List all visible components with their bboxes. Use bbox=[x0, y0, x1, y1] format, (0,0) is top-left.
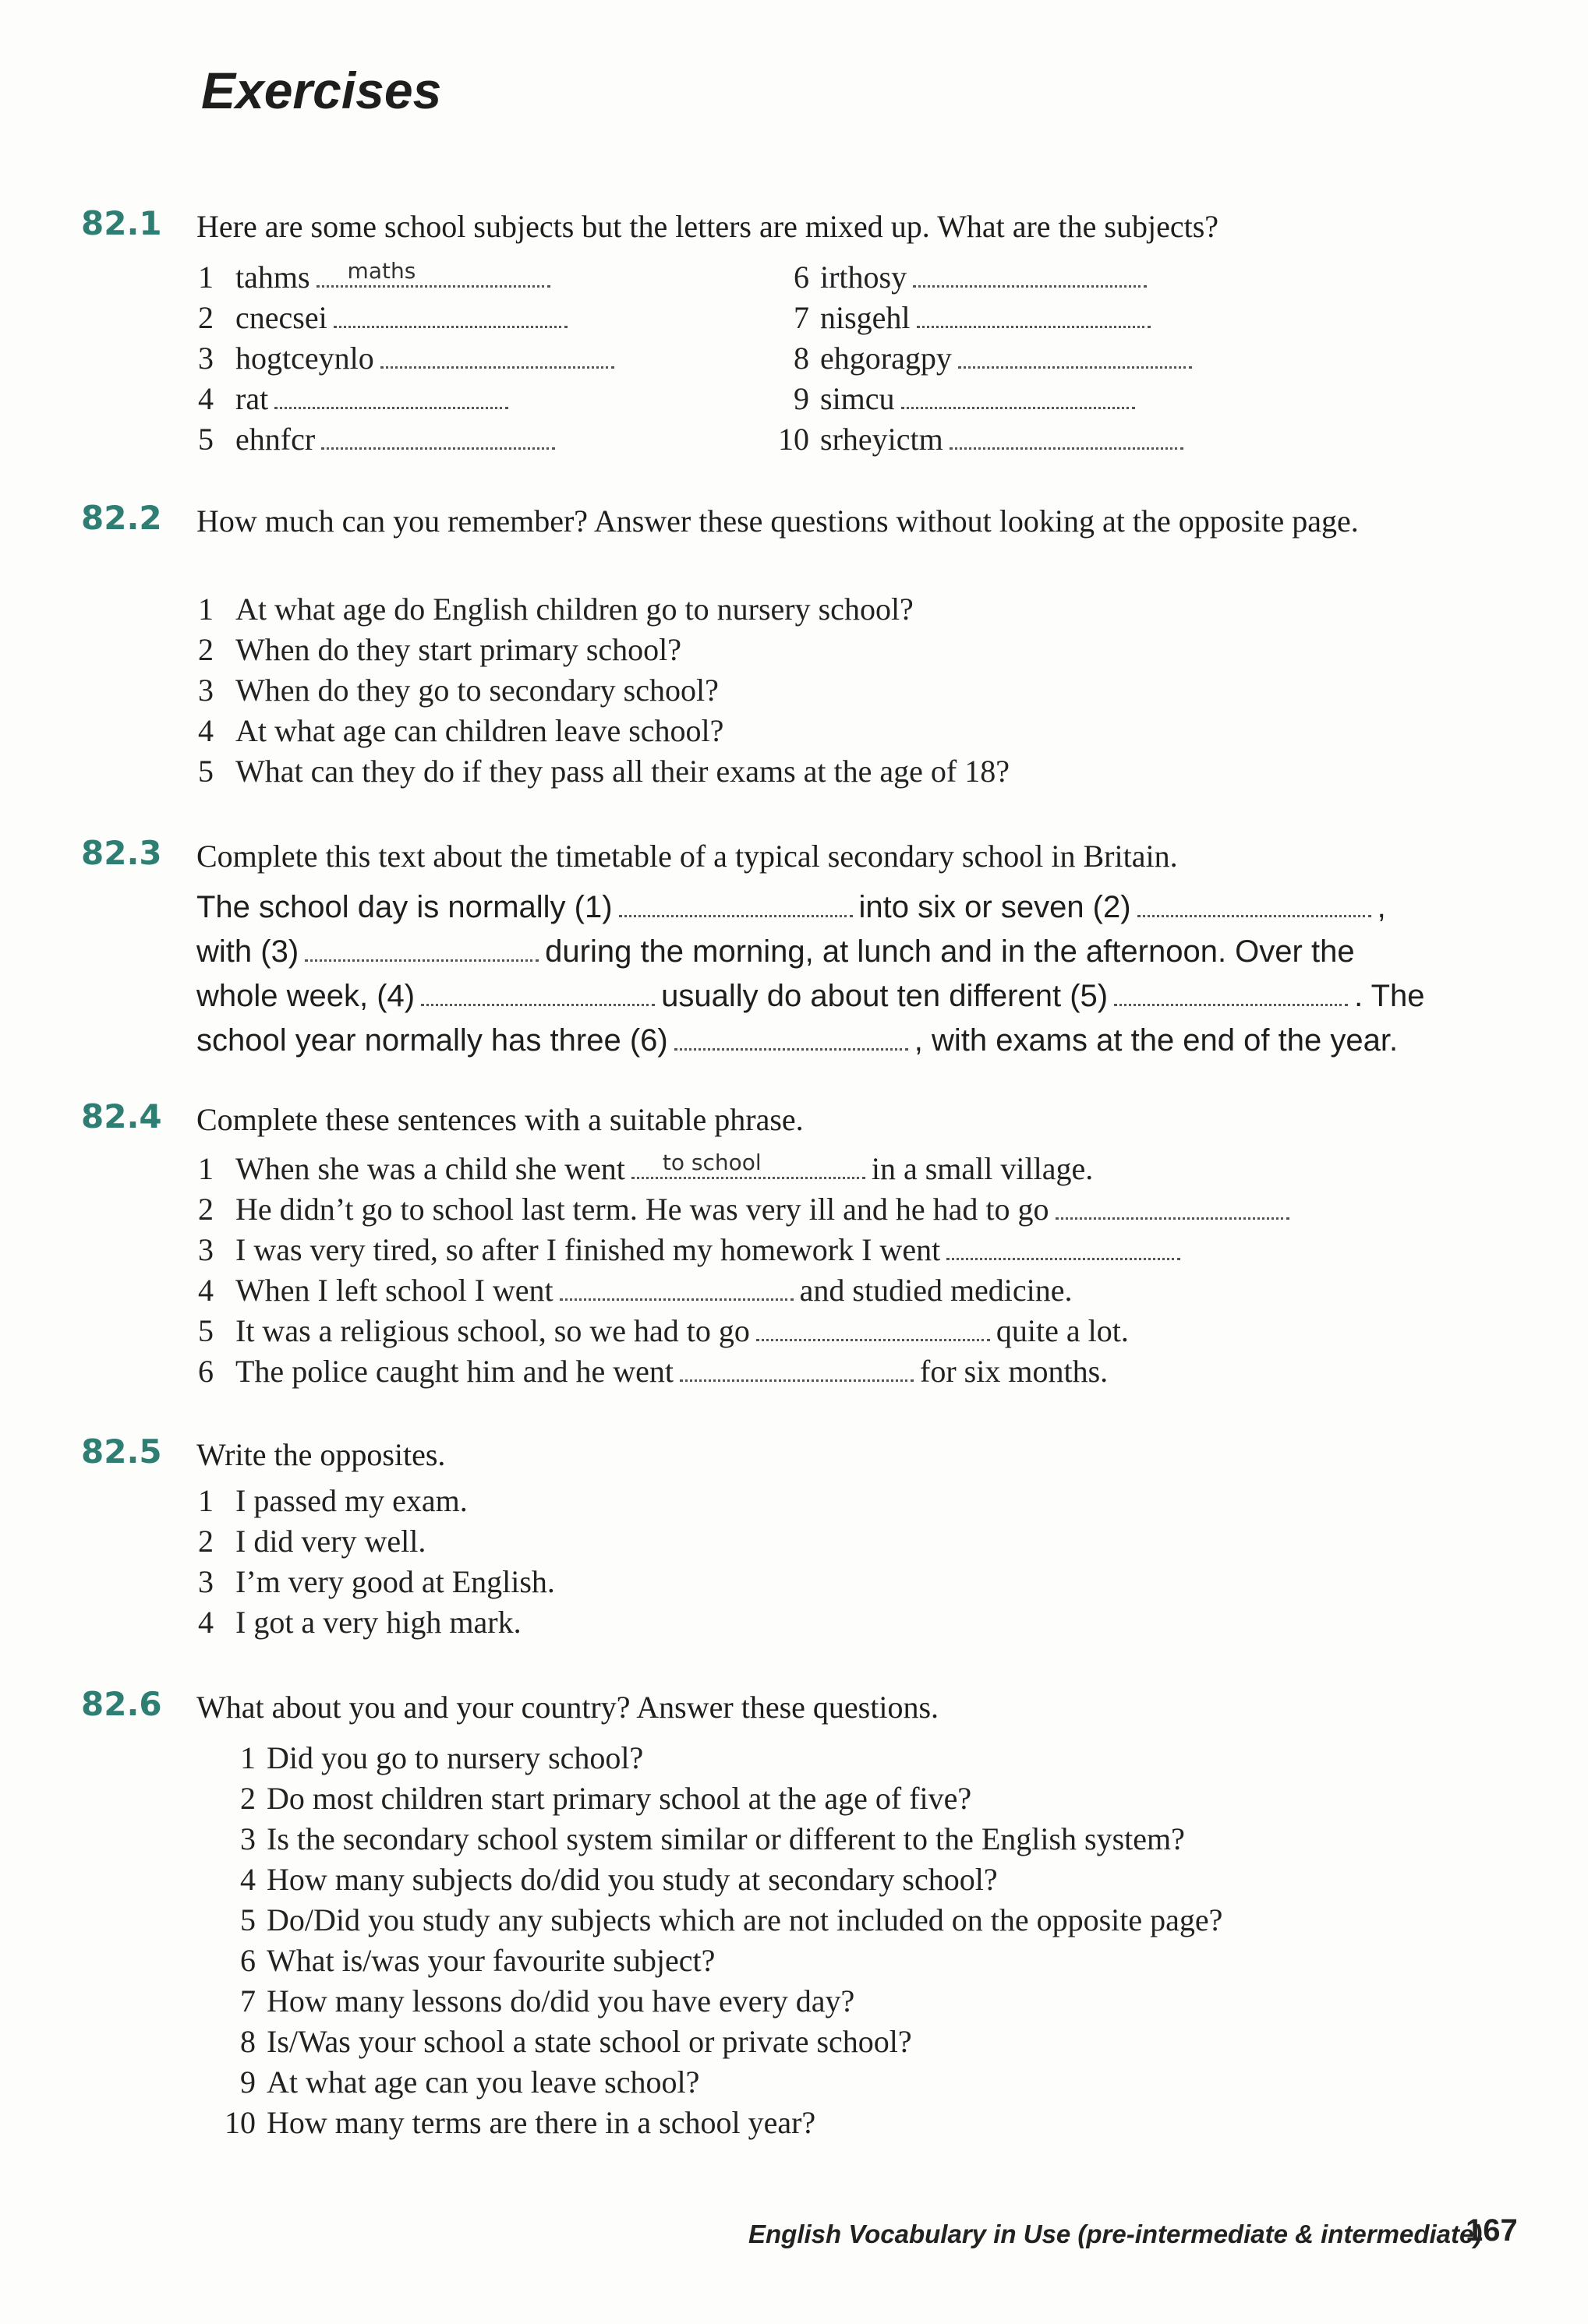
page-number: 167 bbox=[1466, 2213, 1518, 2248]
list-item: 9 simcu bbox=[753, 380, 1141, 417]
list-item: 7 How many lessons do/did you have every day? bbox=[240, 1983, 855, 2018]
exercise-number: 82.6 bbox=[81, 1685, 162, 1723]
gap-fill-paragraph: The school day is normally (1) into six or seven (2) , with (3) during the morning, at lunch and in the afternoon. Over the whole week, (4) usually do about ten different (5) . The school year normally has three (6) , with exams at the end of the year. bbox=[196, 890, 1425, 1058]
list-item: 6 What is/was your favourite subject? bbox=[240, 1943, 716, 1978]
list-item: 3 When do they go to secondary school? bbox=[198, 673, 719, 708]
footer-book-title: English Vocabulary in Use (pre-intermediate & intermediate) bbox=[748, 2220, 1483, 2248]
exercise-number: 82.1 bbox=[81, 204, 162, 242]
list-item: 5 It was a religious school, so we had to go quite a lot. bbox=[198, 1313, 1129, 1348]
list-item: 5 Do/Did you study any subjects which are not included on the opposite page? bbox=[240, 1902, 1223, 1937]
list-item: 3 I’m very good at English. bbox=[198, 1564, 555, 1599]
list-item: 6 The police caught him and he went for six months. bbox=[198, 1354, 1109, 1389]
list-item: 1 I passed my exam. bbox=[198, 1483, 468, 1518]
list-item: 2 He didn’t go to school last term. He was very ill and he had to go bbox=[198, 1191, 1296, 1227]
answer-blank[interactable] bbox=[958, 344, 1192, 369]
list-item: 10 How many terms are there in a school year? bbox=[225, 2105, 816, 2140]
exercise-number: 82.4 bbox=[81, 1097, 162, 1136]
exercise-instruction: Here are some school subjects but the letters are mixed up. What are the subjects? bbox=[196, 209, 1219, 244]
list-item: 8 ehgoragpy bbox=[753, 340, 1198, 376]
answer-blank[interactable] bbox=[321, 426, 555, 450]
list-item: 4 At what age can children leave school? bbox=[198, 713, 724, 748]
list-item: 2 When do they start primary school? bbox=[198, 632, 682, 667]
answer-blank-3[interactable] bbox=[305, 938, 539, 962]
list-item: 4 When I left school I went and studied medicine. bbox=[198, 1273, 1073, 1308]
list-item: 10 srheyictm bbox=[753, 421, 1190, 457]
list-item: 5 What can they do if they pass all their exams at the age of 18? bbox=[198, 754, 1010, 789]
list-item: 1 At what age do English children go to nursery school? bbox=[198, 592, 914, 627]
handwritten-answer: to school bbox=[662, 1150, 762, 1175]
list-item: 6 irthosy bbox=[753, 259, 1153, 295]
handwritten-answer: maths bbox=[347, 258, 416, 284]
list-item: 4 How many subjects do/did you study at secondary school? bbox=[240, 1862, 998, 1897]
list-item: 1 tahms maths bbox=[198, 259, 557, 295]
list-item: 1 Did you go to nursery school? bbox=[240, 1740, 644, 1775]
answer-blank-4[interactable] bbox=[421, 982, 655, 1006]
list-item: 3 Is the secondary school system similar or different to the English system? bbox=[240, 1821, 1185, 1856]
exercise-instruction: Complete these sentences with a suitable phrase. bbox=[196, 1102, 804, 1137]
answer-blank-2[interactable] bbox=[1137, 893, 1371, 917]
answer-blank[interactable] bbox=[901, 385, 1135, 409]
answer-blank[interactable] bbox=[917, 304, 1151, 328]
list-item: 4 I got a very high mark. bbox=[198, 1605, 522, 1640]
list-item: 9 At what age can you leave school? bbox=[240, 2064, 700, 2100]
list-item: 5 ehnfcr bbox=[198, 421, 561, 457]
exercise-instruction: What about you and your country? Answer these questions. bbox=[196, 1690, 939, 1725]
answer-blank[interactable] bbox=[756, 1317, 990, 1341]
answer-blank[interactable] bbox=[680, 1358, 914, 1382]
exercise-number: 82.2 bbox=[81, 499, 162, 537]
list-item: 8 Is/Was your school a state school or private school? bbox=[240, 2024, 912, 2059]
exercise-instruction: How much can you remember? Answer these questions without looking at the opposite page. bbox=[196, 503, 1359, 539]
exercise-number: 82.5 bbox=[81, 1432, 162, 1471]
exercise-instruction: Complete this text about the timetable of a typical secondary school in Britain. bbox=[196, 839, 1178, 874]
answer-blank[interactable] bbox=[631, 1150, 865, 1179]
answer-blank[interactable] bbox=[1056, 1196, 1289, 1220]
answer-blank[interactable] bbox=[560, 1277, 794, 1301]
answer-blank-6[interactable] bbox=[674, 1026, 908, 1051]
answer-blank[interactable] bbox=[950, 426, 1183, 450]
answer-blank[interactable] bbox=[274, 385, 508, 409]
list-item: 1 When she was a child she went to school in a small village. bbox=[198, 1150, 1094, 1186]
list-item: 2 I did very well. bbox=[198, 1524, 426, 1559]
answer-blank[interactable] bbox=[334, 304, 568, 328]
exercise-number: 82.3 bbox=[81, 834, 162, 872]
answer-blank-5[interactable] bbox=[1114, 982, 1348, 1006]
list-item: 2 cnecsei bbox=[198, 299, 574, 336]
answer-blank[interactable] bbox=[946, 1236, 1180, 1260]
list-item: 3 hogtceynlo bbox=[198, 340, 621, 376]
exercise-instruction: Write the opposites. bbox=[196, 1437, 446, 1472]
list-item: 3 I was very tired, so after I finished my homework I went bbox=[198, 1231, 1187, 1268]
list-item: 4 rat bbox=[198, 380, 515, 417]
answer-blank[interactable] bbox=[913, 263, 1147, 288]
list-item: 2 Do most children start primary school at the age of five? bbox=[240, 1781, 972, 1816]
list-item: 7 nisgehl bbox=[753, 299, 1157, 336]
answer-blank[interactable] bbox=[317, 258, 550, 288]
answer-blank[interactable] bbox=[380, 344, 614, 369]
answer-blank-1[interactable] bbox=[619, 893, 853, 917]
page-title: Exercises bbox=[201, 62, 442, 119]
